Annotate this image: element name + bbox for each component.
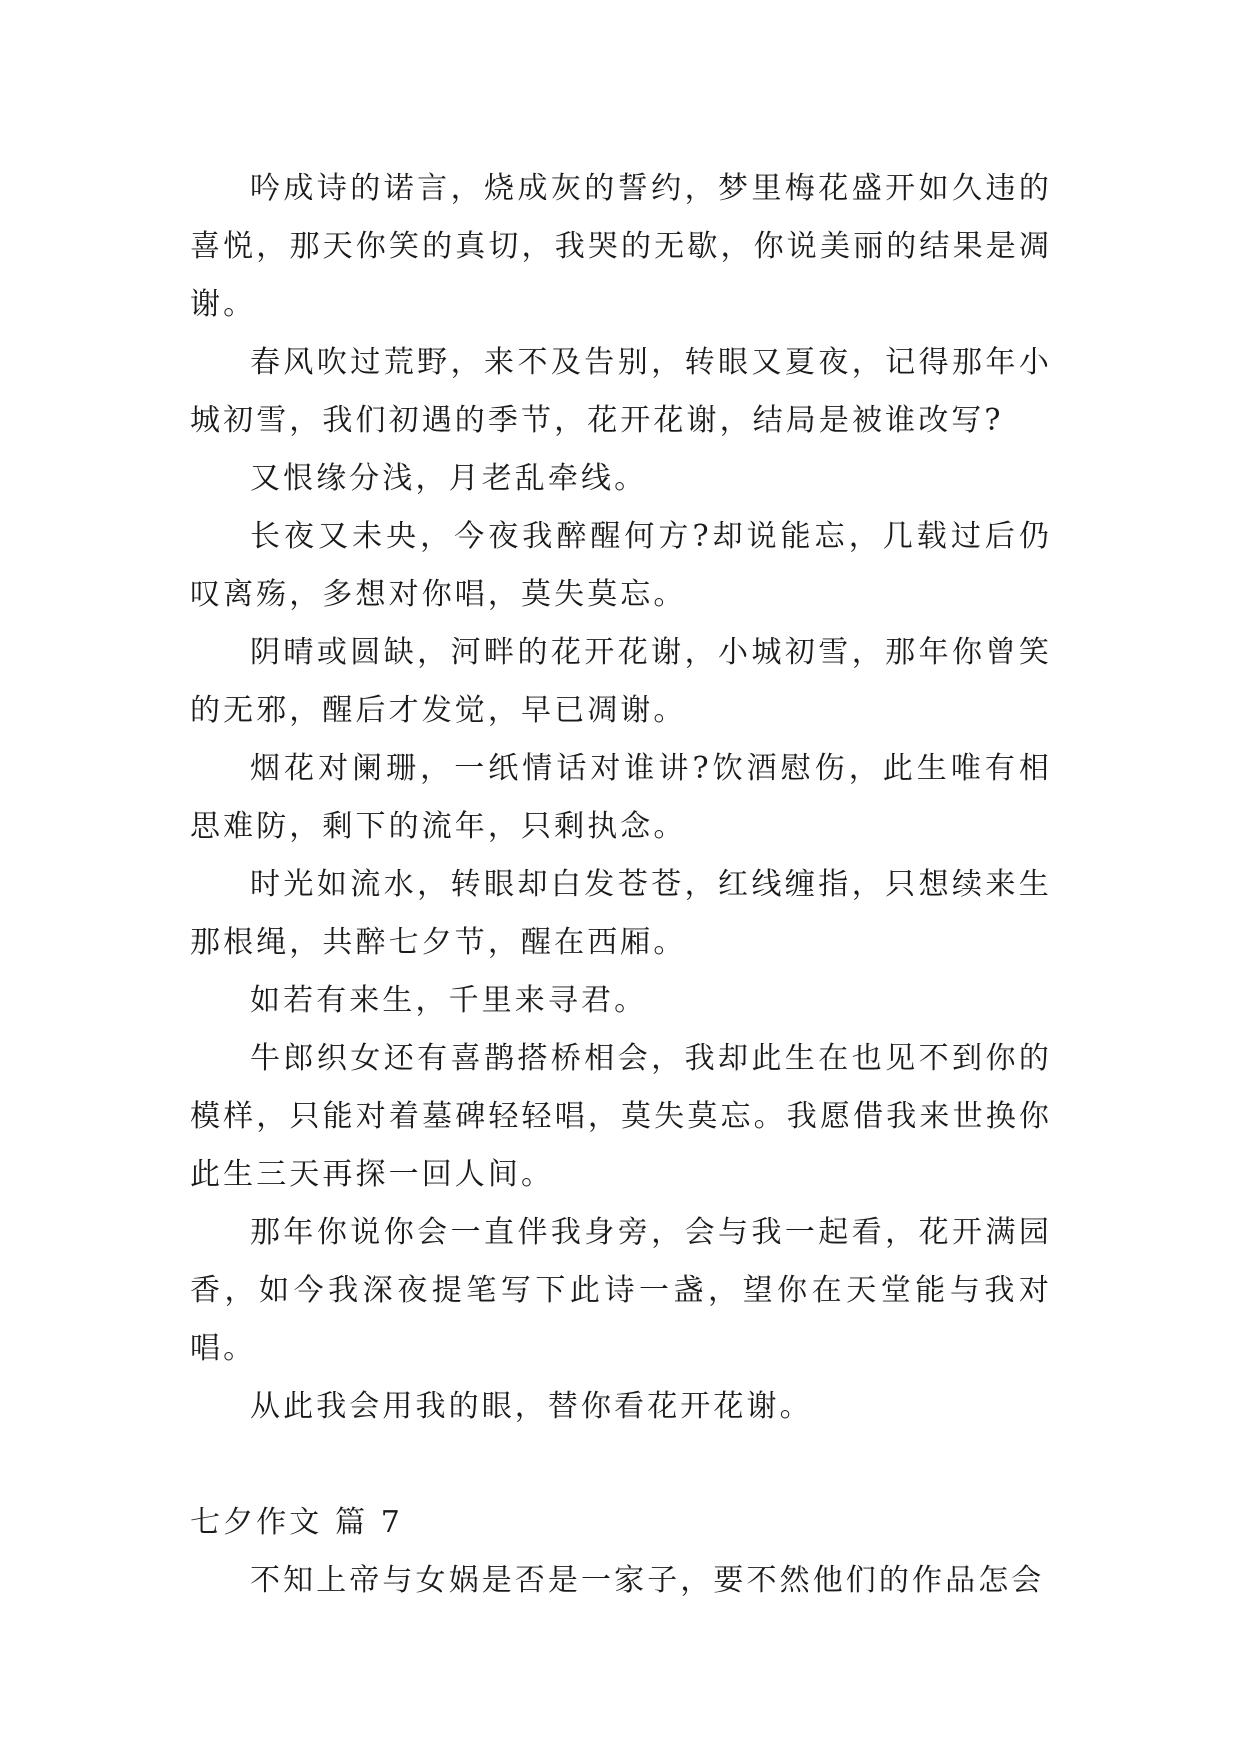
paragraph-7: 时光如流水，转眼却白发苍苍，红线缠指，只想续来生那根绳，共醉七夕节，醒在西厢。: [190, 867, 1052, 960]
paragraph-6: 烟花对阑珊，一纸情话对谁讲?饮酒慰伤，此生唯有相思难防，剩下的流年，只剩执念。: [190, 751, 1052, 844]
section-heading: 七夕作文 篇 7: [190, 1505, 403, 1540]
paragraph-8: 如若有来生，千里来寻君。: [250, 983, 648, 1018]
paragraph-1: 吟成诗的诺言，烧成灰的誓约，梦里梅花盛开如久违的喜悦，那天你笑的真切，我哭的无歇，你说美丽的结果是凋谢。: [190, 171, 1052, 322]
paragraph-12: 不知上帝与女娲是否是一家子，要不然他们的作品怎会: [250, 1563, 1045, 1598]
paragraph-9: 牛郎织女还有喜鹊搭桥相会，我却此生在也见不到你的模样，只能对着墓碑轻轻唱，莫失莫忘。我愿借我来世换你此生三天再探一回人间。: [190, 1041, 1052, 1192]
paragraph-2: 春风吹过荒野，来不及告别，转眼又夏夜，记得那年小城初雪，我们初遇的季节，花开花谢，结局是被谁改写?: [190, 345, 1052, 438]
paragraph-10: 那年你说你会一直伴我身旁，会与我一起看，花开满园香，如今我深夜提笔写下此诗一盏，望你在天堂能与我对唱。: [190, 1215, 1052, 1366]
paragraph-11: 从此我会用我的眼，替你看花开花谢。: [250, 1389, 813, 1424]
document-page: [190, 160, 1052, 1610]
paragraph-4: 长夜又未央，今夜我醉醒何方?却说能忘，几载过后仍叹离殇，多想对你唱，莫失莫忘。: [190, 519, 1052, 612]
paragraph-3: 又恨缘分浅，月老乱牵线。: [250, 461, 648, 496]
paragraph-5: 阴晴或圆缺，河畔的花开花谢，小城初雪，那年你曾笑的无邪，醒后才发觉，早已凋谢。: [190, 635, 1052, 728]
